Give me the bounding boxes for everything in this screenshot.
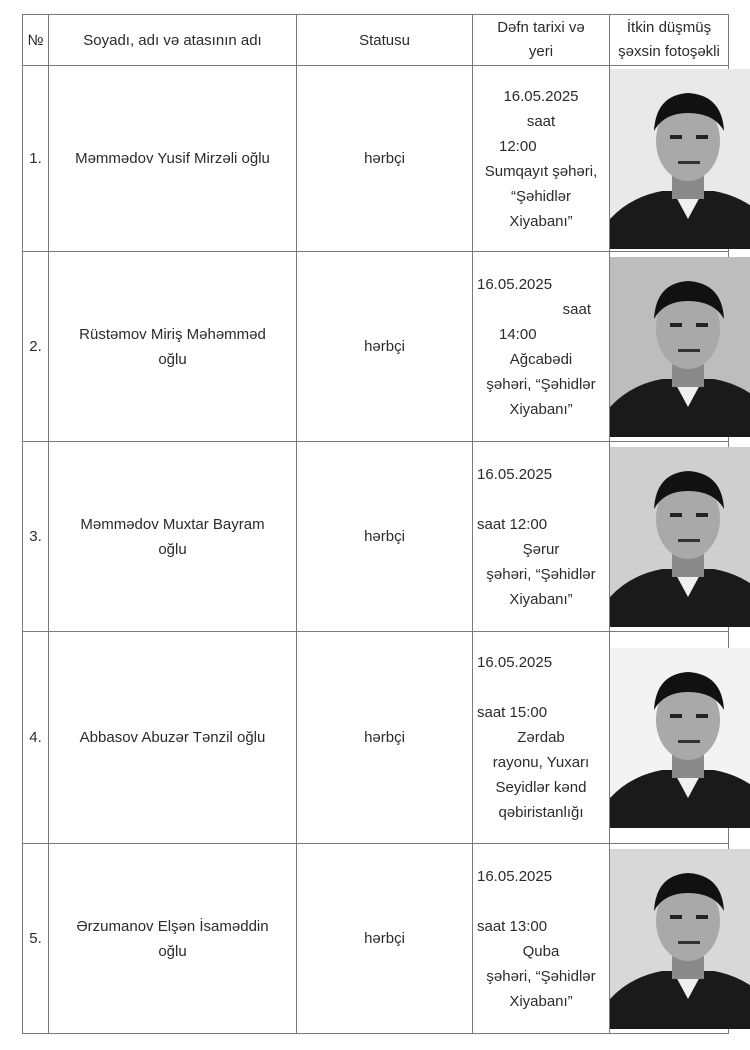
photo-rustamov-mirish xyxy=(610,257,750,437)
table-row xyxy=(23,844,729,1034)
person-name-line: Rüstəmov Miriş Məhəmməd xyxy=(79,325,266,343)
burial-line: Sumqayıt şəhəri, xyxy=(484,162,598,180)
person-name xyxy=(49,844,297,1034)
row-number: 1. xyxy=(23,66,49,252)
burial-line: saat xyxy=(526,112,556,130)
burial-line: saat 15:00 xyxy=(477,704,548,721)
header-burial-line1: Dəfn tarixi və xyxy=(497,19,585,36)
photo-arzumanov-elshan xyxy=(610,849,750,1029)
burial-info xyxy=(473,844,610,1034)
photo-cell xyxy=(610,66,729,252)
burial-info xyxy=(473,252,610,442)
burial-line: Xiyabanı” xyxy=(509,212,573,230)
burial-info xyxy=(473,442,610,632)
header-burial xyxy=(473,15,610,66)
burial-line: 14:00 xyxy=(499,325,537,343)
burial-line: qəbiristanlığı xyxy=(498,804,584,821)
person-name xyxy=(49,252,297,442)
burial-spacer xyxy=(473,487,609,512)
burial-line: Şərur xyxy=(522,540,560,558)
burial-line: şəhəri, “Şəhidlər xyxy=(486,375,596,393)
burials-table xyxy=(22,14,729,1034)
burial-line: şəhəri, “Şəhidlər xyxy=(486,565,596,583)
burial-info xyxy=(473,632,610,844)
header-burial-line2: yeri xyxy=(528,43,554,60)
person-name-line: Məmmədov Muxtar Bayram xyxy=(80,515,265,533)
person-status: hərbçi xyxy=(297,252,473,442)
header-photo-line2: şəxsin fotoşəkli xyxy=(618,43,720,60)
burial-spacer xyxy=(473,675,609,700)
table-row xyxy=(23,632,729,844)
burial-line: saat 13:00 xyxy=(477,917,548,935)
burial-line: 16.05.2025 xyxy=(477,654,553,671)
burial-line: Seyidlər kənd xyxy=(495,779,587,796)
header-name: Soyadı, adı və atasının adı xyxy=(49,15,297,66)
photo-cell xyxy=(610,632,729,844)
header-photo xyxy=(610,15,729,66)
table-row xyxy=(23,66,729,252)
person-name-line: Abbasov Abuzər Tənzil oğlu xyxy=(79,729,266,746)
row-number: 3. xyxy=(23,442,49,632)
header-status: Statusu xyxy=(297,15,473,66)
person-name xyxy=(49,66,297,252)
person-name-line: oğlu xyxy=(158,942,187,960)
burial-spacer xyxy=(473,889,609,914)
person-name xyxy=(49,632,297,844)
row-number: 2. xyxy=(23,252,49,442)
burial-line: rayonu, Yuxarı xyxy=(492,754,590,771)
burial-line: 16.05.2025 xyxy=(477,275,553,293)
table-row xyxy=(23,252,729,442)
person-status: hərbçi xyxy=(297,632,473,844)
burial-line: Xiyabanı” xyxy=(509,590,573,608)
person-name-line: Ərzumanov Elşən İsaməddin xyxy=(76,917,269,935)
person-name-line: oğlu xyxy=(158,540,187,558)
burial-line: Ağcabədi xyxy=(509,350,573,368)
burial-line: 16.05.2025 xyxy=(503,87,579,105)
header-num: № xyxy=(23,15,49,66)
burial-line: 16.05.2025 xyxy=(477,465,553,483)
person-name-line: Məmmədov Yusif Mirzəli oğlu xyxy=(75,150,270,167)
photo-cell xyxy=(610,844,729,1034)
burial-info xyxy=(473,66,610,252)
burial-line: 12:00 xyxy=(499,137,537,155)
person-status: hərbçi xyxy=(297,66,473,252)
person-name xyxy=(49,442,297,632)
photo-abbasov-abuzar xyxy=(610,648,750,828)
header-row xyxy=(23,15,729,66)
burial-line: 16.05.2025 xyxy=(477,867,553,885)
burial-line: saat xyxy=(562,300,591,318)
header-photo-line1: İtkin düşmüş xyxy=(626,19,712,36)
burial-line: Quba xyxy=(522,942,560,960)
person-status: hərbçi xyxy=(297,844,473,1034)
row-number: 4. xyxy=(23,632,49,844)
burial-line: Xiyabanı” xyxy=(509,992,573,1010)
burial-line: saat 12:00 xyxy=(477,515,548,533)
row-number: 5. xyxy=(23,844,49,1034)
person-status: hərbçi xyxy=(297,442,473,632)
photo-cell xyxy=(610,442,729,632)
table-row xyxy=(23,442,729,632)
burial-line: şəhəri, “Şəhidlər xyxy=(486,967,596,985)
burial-line: “Şəhidlər xyxy=(510,187,572,205)
photo-mammadov-muxtar xyxy=(610,447,750,627)
burial-line: Zərdab xyxy=(517,729,565,746)
photo-mammadov-yusif xyxy=(610,69,750,249)
photo-cell xyxy=(610,252,729,442)
burial-line: Xiyabanı” xyxy=(509,400,573,418)
person-name-line: oğlu xyxy=(158,350,187,368)
